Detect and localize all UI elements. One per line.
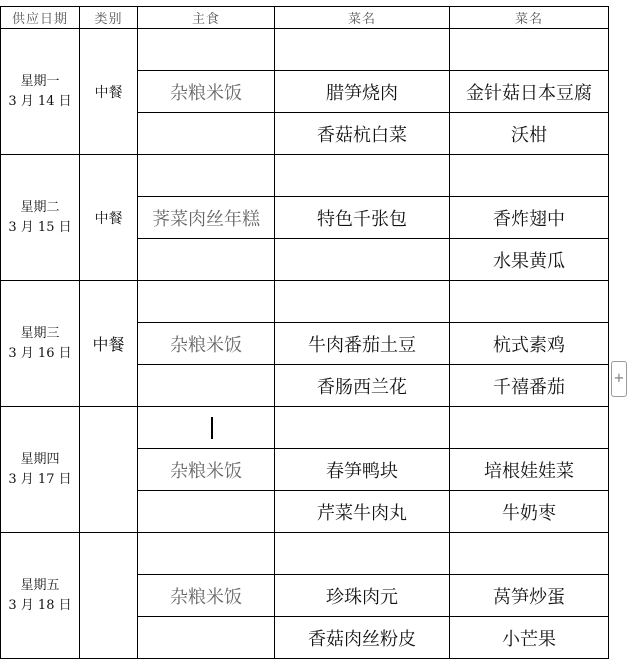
weekday-label: 星期三	[20, 325, 60, 341]
staple-cell[interactable]: 杂粮米饭	[138, 71, 275, 113]
dish-cell[interactable]: 小芒果	[450, 617, 609, 659]
header-category[interactable]: 类别	[80, 7, 138, 29]
staple-cell-empty[interactable]	[138, 365, 275, 407]
text-cursor-icon	[211, 417, 213, 439]
staple-cell-empty[interactable]	[138, 407, 275, 449]
dish-cell[interactable]	[275, 155, 450, 197]
date-label: 3 月 14 日	[8, 93, 72, 109]
dish-cell[interactable]	[450, 29, 609, 71]
staple-cell-empty[interactable]	[138, 113, 275, 155]
dish-cell[interactable]	[275, 407, 450, 449]
dish-cell[interactable]: 香菇杭白菜	[275, 113, 450, 155]
date-label: 3 月 15 日	[8, 219, 72, 235]
dish-cell[interactable]	[450, 407, 609, 449]
dish-cell[interactable]	[450, 533, 609, 575]
header-supply-date[interactable]: 供应日期	[1, 7, 80, 29]
staple-cell[interactable]: 杂粮米饭	[138, 323, 275, 365]
staple-cell[interactable]: 杂粮米饭	[138, 449, 275, 491]
plus-icon[interactable]: +	[611, 361, 627, 397]
weekday-label: 星期四	[20, 451, 60, 467]
category-cell[interactable]	[80, 533, 138, 659]
date-label: 3 月 16 日	[8, 345, 72, 361]
dish-cell[interactable]: 牛肉番茄土豆	[275, 323, 450, 365]
dish-cell[interactable]	[275, 239, 450, 281]
dish-cell[interactable]: 香菇肉丝粉皮	[275, 617, 450, 659]
dish-cell[interactable]: 香肠西兰花	[275, 365, 450, 407]
dish-cell[interactable]: 千禧番茄	[450, 365, 609, 407]
staple-cell-empty[interactable]	[138, 29, 275, 71]
header-staple[interactable]: 主食	[138, 7, 275, 29]
category-cell[interactable]	[80, 407, 138, 533]
dish-cell[interactable]	[275, 281, 450, 323]
staple-cell-empty[interactable]	[138, 239, 275, 281]
table-row	[1, 281, 609, 323]
table-row	[1, 407, 609, 449]
table-row	[1, 29, 609, 71]
dish-cell[interactable]: 特色千张包	[275, 197, 450, 239]
category-cell[interactable]: 中餐	[80, 155, 138, 281]
menu-table	[0, 6, 609, 659]
dish-cell[interactable]	[275, 29, 450, 71]
staple-cell[interactable]: 荠菜肉丝年糕	[138, 197, 275, 239]
date-cell[interactable]	[1, 155, 80, 281]
staple-cell-empty[interactable]	[138, 155, 275, 197]
date-cell[interactable]	[1, 533, 80, 659]
table-row	[1, 533, 609, 575]
category-cell[interactable]: 中餐	[80, 281, 138, 407]
dish-cell[interactable]: 香炸翅中	[450, 197, 609, 239]
dish-cell[interactable]: 牛奶枣	[450, 491, 609, 533]
staple-cell-empty[interactable]	[138, 533, 275, 575]
staple-cell-empty[interactable]	[138, 491, 275, 533]
header-dish-1[interactable]: 菜名	[275, 7, 450, 29]
dish-cell[interactable]	[275, 533, 450, 575]
staple-cell[interactable]: 杂粮米饭	[138, 575, 275, 617]
dish-cell[interactable]: 杭式素鸡	[450, 323, 609, 365]
weekday-label: 星期二	[20, 199, 60, 215]
weekday-label: 星期一	[20, 73, 60, 89]
staple-cell-empty[interactable]	[138, 617, 275, 659]
category-cell[interactable]: 中餐	[80, 29, 138, 155]
dish-cell[interactable]	[450, 281, 609, 323]
dish-cell[interactable]: 春笋鸭块	[275, 449, 450, 491]
dish-cell[interactable]	[450, 155, 609, 197]
dish-cell[interactable]: 培根娃娃菜	[450, 449, 609, 491]
weekday-label: 星期五	[20, 577, 60, 593]
header-dish-2[interactable]: 菜名	[450, 7, 609, 29]
dish-cell[interactable]: 沃柑	[450, 113, 609, 155]
date-label: 3 月 18 日	[8, 597, 72, 613]
date-cell[interactable]	[1, 281, 80, 407]
table-row	[1, 155, 609, 197]
date-cell[interactable]	[1, 29, 80, 155]
header-row	[1, 7, 609, 29]
date-label: 3 月 17 日	[8, 471, 72, 487]
dish-cell[interactable]: 水果黄瓜	[450, 239, 609, 281]
dish-cell[interactable]: 芹菜牛肉丸	[275, 491, 450, 533]
dish-cell[interactable]: 莴笋炒蛋	[450, 575, 609, 617]
dish-cell[interactable]: 珍珠肉元	[275, 575, 450, 617]
date-cell[interactable]	[1, 407, 80, 533]
staple-cell-empty[interactable]	[138, 281, 275, 323]
dish-cell[interactable]: 金针菇日本豆腐	[450, 71, 609, 113]
dish-cell[interactable]: 腊笋烧肉	[275, 71, 450, 113]
